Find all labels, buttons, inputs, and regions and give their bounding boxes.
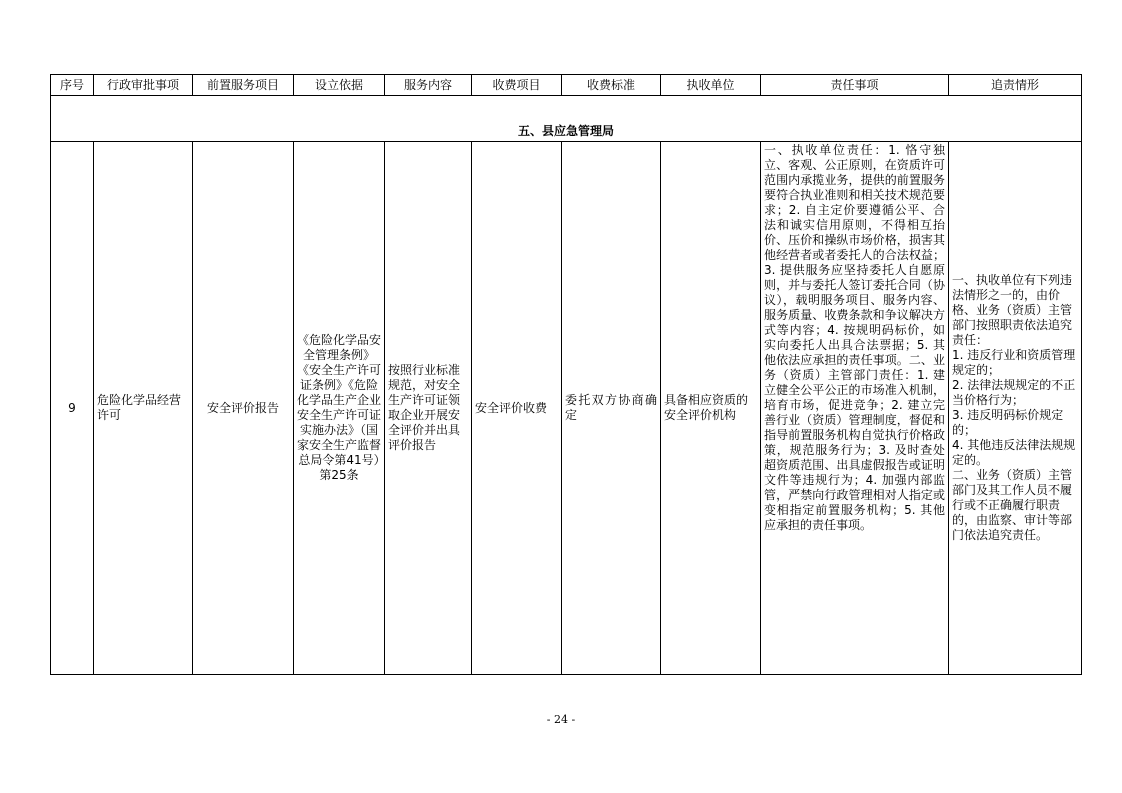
header-cell: 责任事项 <box>761 75 949 96</box>
header-cell: 序号 <box>51 75 94 96</box>
table-row <box>51 142 1082 675</box>
accountability-line: 1. 违反行业和资质管理规定的； <box>952 348 1076 377</box>
service-content: 按照行业标准规范，对安全生产许可证领取企业开展安全评价并出具评价报告 <box>385 142 472 675</box>
fee-table <box>50 74 1082 675</box>
legal-basis: 《危险化学品安全管理条例》《安全生产许可证条例》《危险化学品生产企业安全生产许可证实施办法》（国家安全生产监督总局令第41号）第25条 <box>294 142 385 675</box>
header-cell: 设立依据 <box>294 75 385 96</box>
header-row <box>51 75 1082 96</box>
header-cell: 服务内容 <box>385 75 472 96</box>
header-cell: 执收单位 <box>661 75 761 96</box>
collecting-unit: 具备相应资质的安全评价机构 <box>661 142 761 675</box>
fee-standard: 委托双方协商确定 <box>562 142 661 675</box>
header-cell: 收费标准 <box>562 75 661 96</box>
section-title: 五、县应急管理局 <box>51 96 1082 142</box>
section-row <box>51 96 1082 142</box>
responsibility-items: 一、执收单位责任：1. 恪守独立、客观、公正原则，在资质许可范围内承揽业务，提供的前置服务要符合执业准则和相关技术规范要求；2. 自主定价要遵循公平、合法和诚实信用原则，不得相互抬价、压价和操纵市场价格，损害其他经营者或者委托人的合法权益；3. 提供服务应坚持委托人自愿原则，并与委托人签订委托合同（协议），载明服务项目、服务内容、服务质量、收费条款和争议解决方式等内容；4. 按规明码标价，如实向委托人出具合法票据；5. 其他依法应承担的责任事项。二、业务（资质）主管部门责任：1. 建立健全公平公正的市场准入机制，培育市场，促进竞争；2. 建立完善行业（资质）管理制度，督促和指导前置服务机构自觉执行价格政策，规范服务行为；3. 及时查处超资质范围、出具虚假报告或证明文件等违规行为；4. 加强内部监管，严禁向行政管理相对人指定或变相指定前置服务机构；5. 其他应承担的责任事项。 <box>761 142 949 675</box>
accountability-line: 4. 其他违反法律法规规定的。 <box>952 438 1076 467</box>
accountability-line: 一、执收单位有下列违法情形之一的，由价格、业务（资质）主管部门按照职责依法追究责任： <box>952 273 1073 347</box>
header-cell: 前置服务项目 <box>193 75 294 96</box>
approval-item: 危险化学品经营许可 <box>94 142 193 675</box>
header-cell: 收费项目 <box>472 75 562 96</box>
accountability-line: 2. 法律法规规定的不正当价格行为； <box>952 378 1076 407</box>
header-cell: 行政审批事项 <box>94 75 193 96</box>
page-number: - 24 - <box>546 713 576 726</box>
accountability-cases <box>949 142 1082 675</box>
row-number: 9 <box>51 142 94 675</box>
accountability-line: 3. 违反明码标价规定的； <box>952 408 1064 437</box>
fee-item: 安全评价收费 <box>472 142 562 675</box>
pre-service-item: 安全评价报告 <box>193 142 294 675</box>
accountability-line: 二、业务（资质）主管部门及其工作人员不履行或不正确履行职责的，由监察、审计等部门依法追究责任。 <box>952 468 1073 542</box>
header-cell: 追责情形 <box>949 75 1082 96</box>
